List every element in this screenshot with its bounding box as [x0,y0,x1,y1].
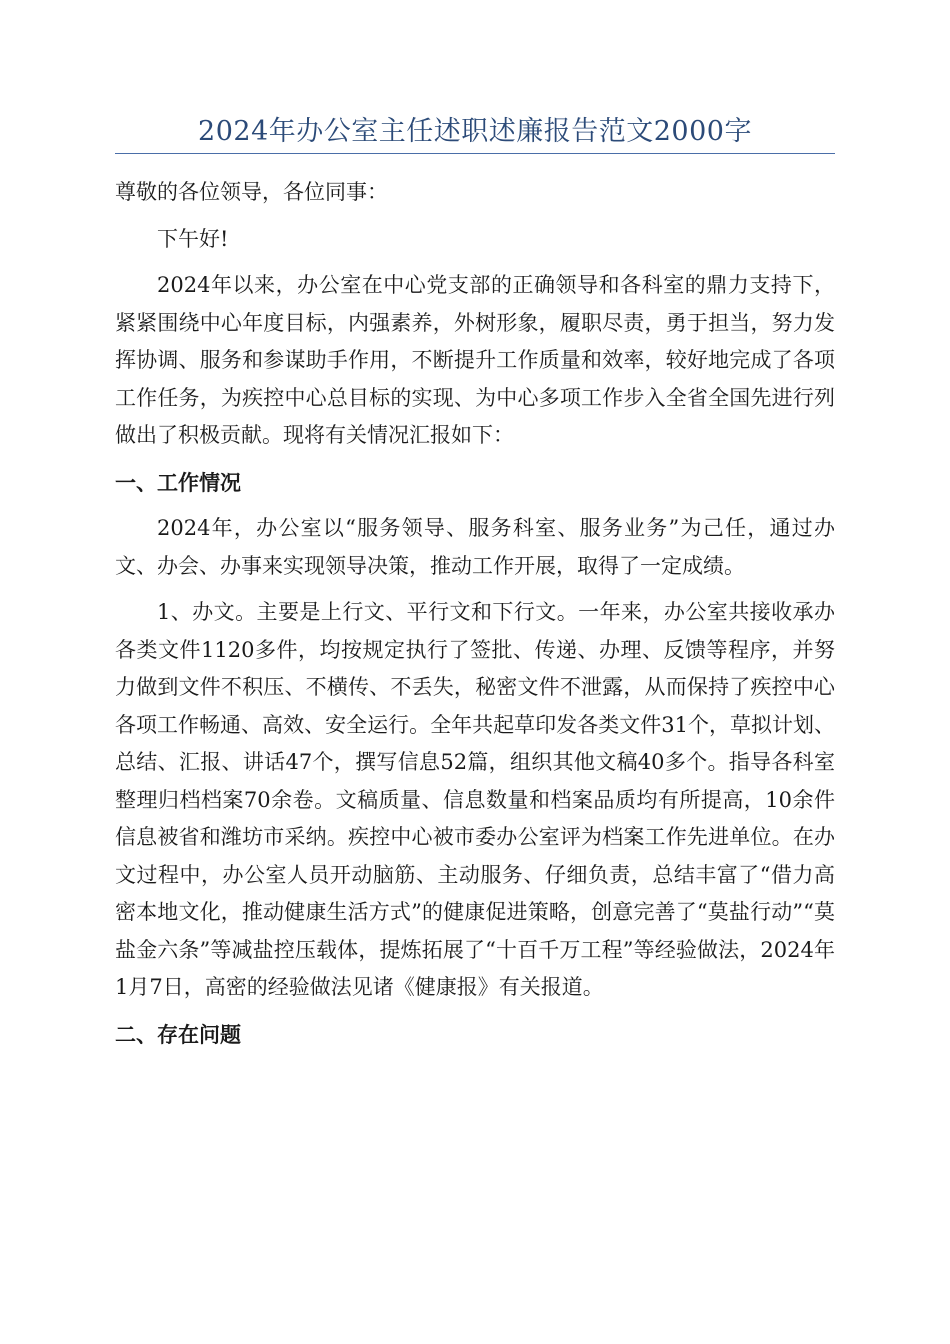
title-underline [115,153,835,154]
salutation: 尊敬的各位领导，各位同事： [115,180,388,204]
section1-paragraph: 2024年，办公室以“服务领导、服务科室、服务业务”为己任，通过办文、办会、办事来实现领导决策，推动工作开展，取得了一定成绩。 [115,516,835,578]
intro-paragraph: 2024年以来，办公室在中心党支部的正确领导和各科室的鼎力支持下，紧紧围绕中心年度目标，内强素养，外树形象，履职尽责，勇于担当，努力发挥协调、服务和参谋助手作用，不断提升工作质量和效率，较好地完成了各项工作任务，为疾控中心总目标的实现、为中心多项工作步入全省全国先进行列做出了积极贡献。现将有关情况汇报如下： [115,273,835,447]
greeting: 下午好! [157,226,229,251]
document-title: 2024年办公室主任述职述廉报告范文2000字 [198,116,752,147]
section-heading-work: 一、工作情况 [115,469,241,495]
document-body [115,174,835,1062]
section1-item-documents: 1、办文。主要是上行文、平行文和下行文。一年来，办公室共接收承办各类文件1120多件，均按规定执行了签批、传递、办理、反馈等程序，并努力做到文件不积压、不横传、不丢失，秘密文件不泄露，从而保持了疾控中心各项工作畅通、高效、安全运行。全年共起草印发各类文件31个，草拟计划、总结、汇报、讲话47个，撰写信息52篇，组织其他文稿40多个。指导各科室整理归档档案70余卷。文稿质量、信息数量和档案品质均有所提高，10余件信息被省和潍坊市采纳。疾控中心被市委办公室评为档案工作先进单位。在办文过程中，办公室人员开动脑筋、主动服务、仔细负责，总结丰富了“借力高密本地文化，推动健康生活方式”的健康促进策略，创意完善了“莫盐行动”“莫盐金六条”等减盐控压载体，提炼拓展了“十百千万工程”等经验做法，2024年1月7日，高密的经验做法见诸《健康报》有关报道。 [115,600,835,999]
section-heading-problems: 二、存在问题 [115,1021,241,1047]
